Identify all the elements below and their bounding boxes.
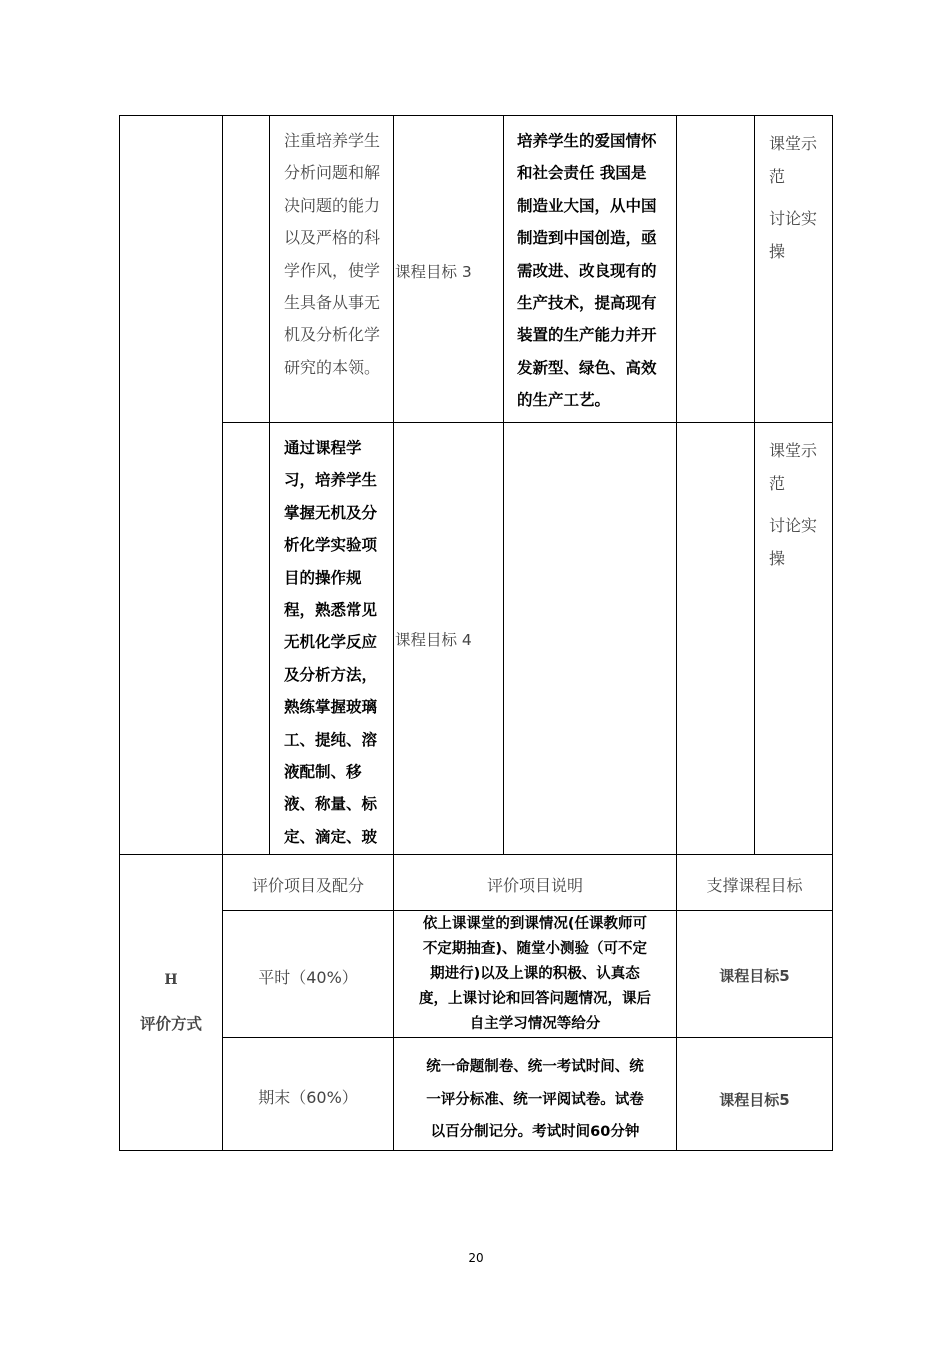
row1-method-line4: 操 xyxy=(769,242,786,261)
table-border-eval-row1-bottom xyxy=(223,1037,833,1038)
row1-method-line3: 讨论实 xyxy=(769,209,818,228)
eval-section-label: 评价方式 xyxy=(139,1015,202,1033)
col-line-1 xyxy=(222,115,223,1151)
eval-row2-goal: 课程目标5 xyxy=(719,1091,790,1109)
table-border-row1-bottom xyxy=(223,422,833,423)
eval-header-goal: 支撑课程目标 xyxy=(706,876,803,895)
row2-method-line1: 课堂示 xyxy=(769,441,818,460)
page-number: 20 xyxy=(468,1251,484,1265)
eval-header-item: 评价项目及配分 xyxy=(251,876,364,895)
col-line-6 xyxy=(754,115,755,855)
table-border-right xyxy=(832,115,833,1151)
row2-method-line2: 范 xyxy=(769,474,786,493)
col-line-2 xyxy=(269,115,270,855)
eval-row2-item: 期末（60%） xyxy=(258,1088,358,1107)
row2-method-line3: 讨论实 xyxy=(769,516,818,535)
row2-course-goal: 课程目标 4 xyxy=(395,631,472,649)
col-line-4 xyxy=(503,115,504,855)
row2-method-line4: 操 xyxy=(769,549,786,568)
row1-ideology: 培养学生的爱国情怀 和社会责任 我国是 制造业大国，从中国 制造到中国创造，亟 需改进、改良现有的 生产技术，提高现有 装置的生产能力并开 发新型、绿色、高效 的生产工艺。 xyxy=(517,132,657,410)
row1-course-goal: 课程目标 3 xyxy=(395,263,472,281)
table-border-left xyxy=(119,115,120,1151)
row2-objective: 通过课程学 习，培养学生 掌握无机及分 析化学实验项 目的操作规 程，熟悉常见 无机化学反应 及分析方法， 熟练掌握玻璃 工、提纯、溶 液配制、移 液、称量、标 定、滴定、玻 xyxy=(284,439,378,846)
table-border-bottom xyxy=(119,1150,833,1151)
row1-method-line1: 课堂示 xyxy=(769,134,818,153)
table-border-row2-bottom xyxy=(119,854,833,855)
eval-header-desc: 评价项目说明 xyxy=(486,876,583,895)
eval-row2-desc: 统一命题制卷、统一考试时间、统 一评分标准、统一评阅试卷。试卷 以百分制记分。考试时间60分钟 xyxy=(426,1059,644,1140)
table-border-eval-header-bottom xyxy=(223,910,833,911)
row1-objective: 注重培养学生 分析问题和解 决问题的能力 以及严格的科 学作风，使学 生具备从事无 机及分析化学 研究的本领。 xyxy=(284,131,381,377)
eval-row1-desc: 依上课课堂的到课情况(任课教师可 不定期抽查)、随堂小测验（可不定 期进行)以及上课的积极、认真态 度，上课讨论和回答问题情况，课后 自主学习情况等给分 xyxy=(419,916,651,1032)
eval-section-letter: H xyxy=(164,972,178,988)
eval-row1-item: 平时（40%） xyxy=(258,968,358,987)
row1-method-line2: 范 xyxy=(769,167,786,186)
table-border-top xyxy=(119,115,833,116)
eval-row1-goal: 课程目标5 xyxy=(719,967,790,985)
